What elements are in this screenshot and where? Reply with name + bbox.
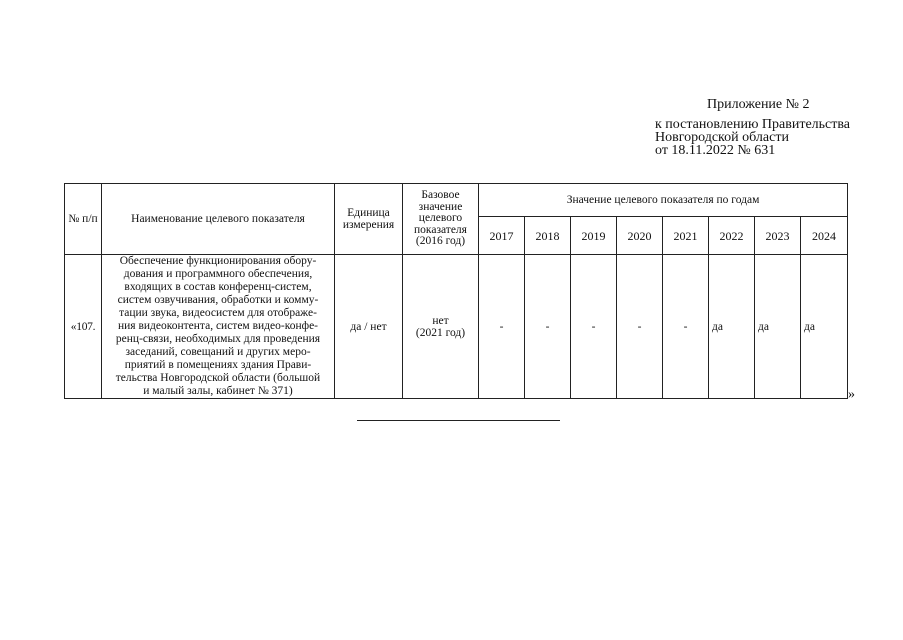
table-row — [65, 255, 848, 399]
header-year: 2020 — [617, 217, 663, 255]
unit-value: да / нет — [335, 255, 403, 399]
indicator-name-line: Обеспечение функционирования обору- — [119, 255, 317, 267]
appendix-line: Новгородской области — [655, 130, 789, 145]
table-header-row — [65, 184, 848, 217]
indicator-name — [102, 255, 335, 399]
header-unit: Единица измерения — [335, 184, 403, 255]
header-year: 2023 — [755, 217, 801, 255]
signature-divider — [357, 420, 560, 421]
header-years-group: Значение целевого показателя по годам — [479, 184, 848, 217]
appendix-title: Приложение № 2 — [707, 97, 810, 112]
indicator-name-line: и малый залы, кабинет № 371) — [143, 385, 293, 397]
indicator-name-line: тельства Новгородской области (большой — [115, 372, 321, 384]
indicator-name-line: дования и программного обеспечения, — [123, 268, 313, 280]
header-year: 2019 — [571, 217, 617, 255]
indicator-name-line: входящих в состав конференц-систем, — [124, 281, 312, 293]
year-value: да — [755, 255, 801, 399]
year-value: да — [709, 255, 755, 399]
indicator-name-line: тации звука, видеосистем для отображе- — [119, 307, 317, 319]
year-value: - — [571, 255, 617, 399]
year-value: да — [801, 255, 848, 399]
header-year: 2018 — [525, 217, 571, 255]
base-value: нет — [432, 314, 449, 327]
year-value: - — [525, 255, 571, 399]
year-value: - — [663, 255, 709, 399]
header-name: Наименование целевого показателя — [102, 184, 335, 255]
indicator-name-line: приятий в помещениях здания Прави- — [124, 359, 312, 371]
header-year: 2021 — [663, 217, 709, 255]
base-year: (2021 год) — [415, 326, 466, 339]
appendix-line: к постановлению Правительства — [655, 117, 851, 132]
row-number: «107. — [65, 255, 102, 399]
appendix-reference — [655, 118, 850, 157]
year-value: - — [479, 255, 525, 399]
indicator-name-line: ния видеоконтента, систем видео-конфе- — [117, 320, 319, 332]
indicator-name-line: систем озвучивания, обработки и комму- — [117, 294, 319, 306]
header-base: Базовое значение целевого показателя (2016 год) — [403, 184, 479, 255]
indicator-name-line: заседаний, совещаний и других меро- — [125, 346, 311, 358]
closing-quote: » — [848, 387, 855, 402]
header-year: 2024 — [801, 217, 848, 255]
base-value-cell — [403, 255, 479, 399]
year-value: - — [617, 255, 663, 399]
header-year: 2022 — [709, 217, 755, 255]
appendix-line: от 18.11.2022 № 631 — [655, 143, 776, 158]
indicator-name-line: ренц-связи, необходимых для проведения — [115, 333, 321, 345]
indicator-table — [64, 183, 848, 399]
header-num: № п/п — [65, 184, 102, 255]
header-year: 2017 — [479, 217, 525, 255]
